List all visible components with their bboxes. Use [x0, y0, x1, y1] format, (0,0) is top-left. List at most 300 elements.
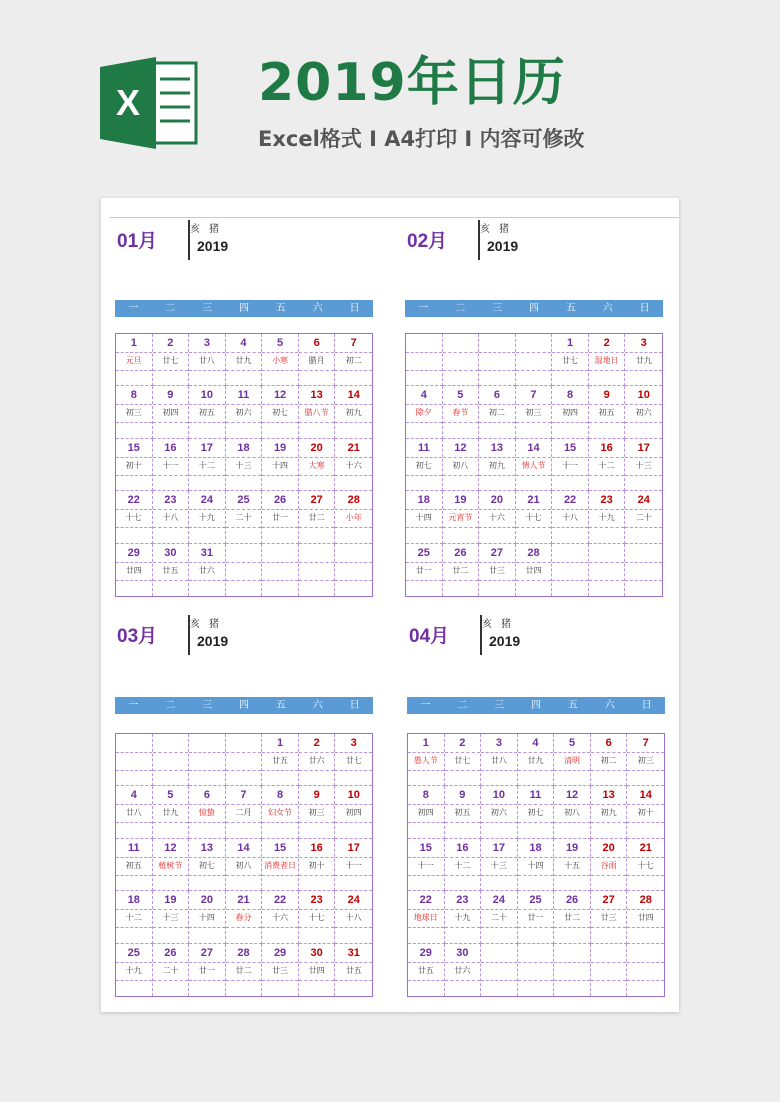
day-number: 1 — [422, 737, 429, 749]
day-number: 12 — [565, 789, 579, 802]
day-number: 5 — [277, 337, 284, 349]
day-number: 17 — [637, 441, 650, 454]
weekday-label: 四 — [238, 303, 249, 314]
day-cell — [153, 839, 190, 891]
day-number: 28 — [237, 946, 250, 959]
day-number: 26 — [565, 894, 579, 907]
day-cell — [591, 891, 628, 943]
day-cell — [335, 734, 372, 786]
weekday-label: 六 — [604, 700, 615, 711]
day-cell — [406, 439, 443, 491]
day-cell — [552, 439, 589, 491]
lunar-date: 初二 — [488, 408, 505, 418]
day-number: 27 — [602, 894, 615, 907]
lunar-date: 十七 — [525, 513, 542, 523]
day-number: 10 — [492, 789, 506, 802]
day-cell — [116, 386, 153, 438]
day-cell — [189, 944, 226, 996]
lunar-date: 廿九 — [635, 356, 652, 365]
day-number: 23 — [600, 494, 613, 507]
day-number: 1 — [567, 337, 574, 349]
weekday-label: 日 — [349, 700, 360, 711]
day-cell — [262, 786, 299, 838]
day-cell — [226, 334, 263, 386]
day-number: 25 — [529, 894, 542, 907]
day-cell — [189, 544, 226, 596]
weekday-label: 一 — [128, 303, 139, 314]
day-number: 12 — [164, 841, 177, 854]
lunar-date: 十八 — [562, 513, 579, 523]
lunar-date: 初七 — [527, 808, 544, 818]
lunar-date: 初五 — [198, 408, 215, 418]
day-cell — [299, 491, 336, 543]
day-cell — [226, 839, 263, 891]
day-cell — [116, 491, 153, 543]
lunar-date: 廿九 — [235, 356, 252, 365]
day-number: 30 — [310, 946, 323, 959]
lunar-date: 十三 — [162, 913, 179, 923]
day-cell — [262, 734, 299, 786]
day-number: 8 — [130, 389, 137, 402]
day-number: 19 — [273, 441, 287, 454]
day-number: 20 — [490, 494, 504, 507]
day-cell — [479, 491, 516, 543]
day-cell — [445, 734, 482, 786]
day-cell — [625, 386, 662, 438]
day-number: 11 — [417, 441, 430, 454]
day-cell — [299, 891, 336, 943]
day-number: 3 — [350, 737, 357, 749]
day-cell — [226, 734, 263, 786]
lunar-date: 廿七 — [162, 356, 179, 365]
day-cell — [299, 334, 336, 386]
day-cell — [299, 439, 336, 491]
day-number: 9 — [459, 789, 466, 802]
calendar-sheet — [101, 198, 679, 1012]
zodiac-label: 亥猪 — [190, 619, 228, 630]
day-cell — [554, 786, 591, 838]
day-cell — [552, 544, 589, 596]
day-number: 11 — [529, 789, 542, 802]
weekday-label: 四 — [528, 303, 539, 314]
lunar-date: 十九 — [454, 913, 471, 923]
day-cell — [153, 944, 190, 996]
weekday-header — [405, 300, 663, 317]
lunar-date: 十二 — [125, 913, 142, 923]
lunar-date: 十七 — [125, 513, 142, 523]
day-cell — [591, 944, 628, 996]
day-number: 23 — [310, 894, 323, 907]
lunar-date: 初六 — [490, 808, 507, 818]
lunar-date: 廿五 — [345, 965, 362, 975]
day-number: 8 — [567, 389, 574, 402]
day-cell — [481, 734, 518, 786]
lunar-date: 十四 — [527, 860, 544, 870]
day-number: 27 — [200, 946, 214, 959]
weekday-label: 一 — [128, 700, 139, 711]
day-number: 14 — [527, 441, 540, 454]
day-number: 6 — [605, 737, 612, 749]
lunar-date: 初二 — [600, 756, 617, 765]
lunar-date: 初八 — [235, 860, 252, 870]
lunar-date: 初八 — [452, 460, 469, 470]
day-cell — [589, 544, 626, 596]
day-number: 19 — [454, 494, 467, 507]
day-cell — [226, 944, 263, 996]
weekday-label: 六 — [602, 303, 613, 314]
lunar-date: 十一 — [162, 460, 179, 470]
weekday-label: 二 — [455, 303, 466, 314]
day-number: 28 — [527, 546, 540, 559]
lunar-date: 小年 — [345, 513, 362, 523]
weekday-label: 日 — [349, 303, 360, 314]
day-cell — [335, 439, 372, 491]
day-cell — [116, 839, 153, 891]
day-cell — [408, 944, 445, 996]
day-cell — [516, 386, 553, 438]
day-number: 20 — [310, 441, 323, 454]
lunar-date: 腊八节 — [304, 408, 329, 418]
day-cell — [262, 439, 299, 491]
day-cell — [516, 491, 553, 543]
day-cell — [445, 786, 482, 838]
day-cell — [516, 334, 553, 386]
day-cell — [189, 386, 226, 438]
lunar-date: 十九 — [598, 513, 615, 523]
weekday-label: 二 — [165, 303, 176, 314]
lunar-date: 除夕 — [415, 408, 432, 418]
lunar-date: 十二 — [454, 860, 471, 870]
day-cell — [153, 786, 190, 838]
lunar-date: 初四 — [345, 808, 362, 818]
day-cell — [445, 891, 482, 943]
lunar-date: 廿四 — [125, 565, 142, 575]
day-number: 11 — [237, 389, 250, 402]
lunar-date: 腊月 — [308, 356, 325, 365]
day-number: 27 — [310, 494, 323, 507]
lunar-date: 廿三 — [600, 913, 617, 923]
lunar-date: 十九 — [125, 965, 142, 975]
year-label: 2019 — [489, 633, 521, 649]
day-cell — [262, 491, 299, 543]
day-number: 21 — [639, 841, 652, 854]
lunar-date: 小寒 — [272, 356, 289, 365]
day-cell — [589, 491, 626, 543]
day-number: 16 — [600, 441, 613, 454]
weekday-label: 五 — [275, 303, 286, 314]
day-cell — [116, 334, 153, 386]
day-cell — [554, 891, 591, 943]
day-cell — [445, 944, 482, 996]
lunar-date: 廿二 — [452, 565, 469, 575]
lunar-date: 十三 — [490, 860, 507, 870]
day-cell — [262, 839, 299, 891]
day-cell — [554, 944, 591, 996]
day-cell — [189, 786, 226, 838]
day-number: 4 — [532, 737, 539, 749]
month-february — [405, 198, 663, 582]
weekday-label: 五 — [275, 700, 286, 711]
day-cell — [153, 386, 190, 438]
weekday-label: 二 — [165, 700, 176, 711]
day-cell — [262, 944, 299, 996]
day-cell — [479, 386, 516, 438]
day-number: 2 — [459, 737, 466, 749]
day-number: 5 — [457, 389, 464, 402]
lunar-date: 愚人节 — [413, 756, 438, 765]
lunar-date: 谷雨 — [600, 860, 617, 870]
day-cell — [153, 544, 190, 596]
day-number: 15 — [419, 841, 432, 854]
day-number: 24 — [637, 494, 650, 507]
day-cell — [406, 491, 443, 543]
day-number: 10 — [347, 789, 360, 802]
day-cell — [445, 839, 482, 891]
day-number: 25 — [417, 546, 430, 559]
weekday-label: 五 — [565, 303, 576, 314]
day-number: 3 — [640, 337, 647, 349]
lunar-date: 廿四 — [525, 565, 542, 575]
day-number: 16 — [310, 841, 323, 854]
day-cell — [443, 334, 480, 386]
day-cell — [189, 891, 226, 943]
lunar-date: 初三 — [525, 408, 542, 418]
day-cell — [335, 944, 372, 996]
day-cell — [518, 786, 555, 838]
day-number: 21 — [527, 494, 540, 507]
day-number: 12 — [273, 389, 287, 402]
day-number: 13 — [200, 841, 214, 854]
month-january — [115, 198, 373, 582]
day-number: 29 — [127, 546, 140, 559]
day-cell — [116, 891, 153, 943]
weekday-label: 三 — [492, 303, 503, 314]
day-number: 25 — [237, 494, 250, 507]
day-cell — [116, 786, 153, 838]
day-number: 16 — [164, 441, 177, 454]
lunar-date: 初四 — [562, 408, 579, 418]
lunar-date: 十四 — [198, 913, 215, 923]
day-number: 28 — [347, 494, 360, 507]
day-number: 20 — [602, 841, 615, 854]
day-number: 5 — [167, 789, 174, 802]
day-number: 14 — [237, 841, 250, 854]
page-title: 2019年日历 — [258, 53, 566, 113]
lunar-date: 廿八 — [125, 808, 142, 818]
month-march — [115, 593, 373, 977]
lunar-date: 十一 — [562, 460, 579, 470]
day-cell — [625, 334, 662, 386]
lunar-date: 湿地日 — [594, 356, 619, 365]
day-number: 10 — [200, 389, 214, 402]
day-cell — [443, 491, 480, 543]
day-cell — [116, 439, 153, 491]
day-cell — [189, 839, 226, 891]
day-number: 28 — [639, 894, 652, 907]
lunar-date: 廿一 — [527, 913, 544, 923]
lunar-date: 二十 — [490, 913, 507, 923]
day-number: 30 — [456, 946, 469, 959]
day-cell — [335, 386, 372, 438]
day-number: 15 — [563, 441, 577, 454]
day-number: 18 — [127, 894, 140, 907]
weekday-label: 三 — [202, 303, 213, 314]
day-number: 23 — [456, 894, 469, 907]
lunar-date: 廿五 — [162, 565, 179, 575]
day-cell — [335, 334, 372, 386]
month-label: 01月 — [117, 231, 158, 252]
lunar-date: 十三 — [235, 460, 252, 470]
day-cell — [153, 734, 190, 786]
day-number: 31 — [200, 546, 214, 559]
day-number: 22 — [273, 894, 287, 907]
day-number: 21 — [347, 441, 360, 454]
day-number: 2 — [167, 337, 174, 349]
day-cell — [226, 544, 263, 596]
day-number: 5 — [569, 737, 576, 749]
lunar-date: 初六 — [635, 408, 652, 418]
weekday-header — [115, 697, 373, 714]
weekday-label: 日 — [639, 303, 650, 314]
lunar-date: 廿五 — [417, 965, 434, 975]
lunar-date: 二十 — [162, 965, 179, 975]
day-cell — [335, 839, 372, 891]
lunar-date: 廿二 — [235, 965, 252, 975]
lunar-date: 情人节 — [521, 460, 546, 470]
lunar-date: 初六 — [235, 408, 252, 418]
lunar-date: 初五 — [125, 860, 142, 870]
day-cell — [335, 786, 372, 838]
lunar-date: 十六 — [488, 513, 505, 523]
day-cell — [226, 439, 263, 491]
lunar-date: 十六 — [345, 460, 362, 470]
lunar-date: 初四 — [417, 808, 434, 818]
day-grid — [407, 733, 665, 997]
day-number: 3 — [495, 737, 502, 749]
day-number: 6 — [313, 337, 320, 349]
day-number: 13 — [310, 389, 323, 402]
lunar-date: 十三 — [635, 460, 652, 470]
day-number: 18 — [529, 841, 542, 854]
day-cell — [262, 891, 299, 943]
lunar-date: 初十 — [308, 860, 325, 870]
weekday-label: 四 — [530, 700, 541, 711]
lunar-date: 廿四 — [637, 913, 654, 923]
lunar-date: 大寒 — [308, 460, 325, 470]
lunar-date: 初三 — [308, 808, 325, 818]
day-number: 7 — [240, 789, 247, 802]
day-cell — [226, 386, 263, 438]
lunar-date: 初九 — [345, 408, 362, 418]
day-cell — [481, 944, 518, 996]
day-cell — [408, 786, 445, 838]
lunar-date: 十九 — [198, 513, 215, 523]
weekday-label: 三 — [494, 700, 505, 711]
weekday-label: 日 — [641, 700, 652, 711]
day-number: 7 — [350, 337, 357, 349]
day-cell — [627, 891, 664, 943]
day-cell — [189, 439, 226, 491]
day-number: 7 — [642, 737, 649, 749]
day-cell — [226, 891, 263, 943]
day-cell — [335, 544, 372, 596]
lunar-date: 植树节 — [158, 860, 183, 870]
day-cell — [554, 734, 591, 786]
day-cell — [518, 839, 555, 891]
day-number: 22 — [419, 894, 432, 907]
lunar-date: 元旦 — [125, 356, 142, 365]
lunar-date: 春分 — [235, 913, 252, 923]
day-cell — [116, 734, 153, 786]
month-label: 04月 — [409, 626, 450, 647]
day-number: 2 — [313, 737, 320, 749]
lunar-date: 初三 — [125, 408, 142, 418]
lunar-date: 二十 — [635, 513, 652, 523]
day-cell — [516, 544, 553, 596]
weekday-label: 六 — [312, 700, 323, 711]
day-number: 3 — [203, 337, 210, 349]
day-number: 10 — [637, 389, 650, 402]
day-number: 13 — [490, 441, 504, 454]
day-number: 2 — [603, 337, 610, 349]
day-grid — [405, 333, 663, 597]
weekday-label: 五 — [567, 700, 578, 711]
day-grid — [115, 733, 373, 997]
lunar-date: 初九 — [488, 460, 505, 470]
day-number: 31 — [347, 946, 360, 959]
day-cell — [481, 786, 518, 838]
weekday-header — [407, 697, 665, 714]
lunar-date: 十四 — [272, 460, 289, 470]
day-number: 14 — [347, 389, 360, 402]
day-number: 24 — [492, 894, 506, 907]
lunar-date: 廿八 — [198, 356, 215, 365]
day-cell — [153, 491, 190, 543]
day-number: 18 — [237, 441, 250, 454]
month-label: 02月 — [407, 231, 448, 252]
zodiac-label: 亥猪 — [190, 224, 228, 235]
year-label: 2019 — [197, 238, 229, 254]
lunar-date: 初五 — [454, 808, 471, 818]
day-number: 9 — [603, 389, 610, 402]
day-cell — [408, 891, 445, 943]
month-april — [407, 593, 665, 977]
day-number: 9 — [167, 389, 174, 402]
lunar-date: 初三 — [637, 756, 654, 765]
lunar-date: 廿二 — [564, 913, 581, 923]
lunar-date: 初九 — [600, 808, 617, 818]
lunar-date: 十四 — [415, 513, 432, 523]
day-number: 29 — [273, 946, 287, 959]
day-cell — [262, 386, 299, 438]
lunar-date: 廿四 — [308, 965, 325, 975]
day-cell — [116, 944, 153, 996]
lunar-date: 廿一 — [198, 965, 215, 975]
day-number: 17 — [492, 841, 506, 854]
day-number: 20 — [200, 894, 214, 907]
day-cell — [552, 491, 589, 543]
day-number: 11 — [127, 841, 140, 854]
day-number: 15 — [273, 841, 287, 854]
day-cell — [406, 386, 443, 438]
day-cell — [518, 891, 555, 943]
day-number: 22 — [563, 494, 577, 507]
day-number: 17 — [347, 841, 360, 854]
zodiac-label: 亥猪 — [480, 224, 518, 235]
day-number: 21 — [237, 894, 250, 907]
lunar-date: 十七 — [637, 860, 654, 870]
lunar-date: 廿六 — [198, 565, 215, 575]
